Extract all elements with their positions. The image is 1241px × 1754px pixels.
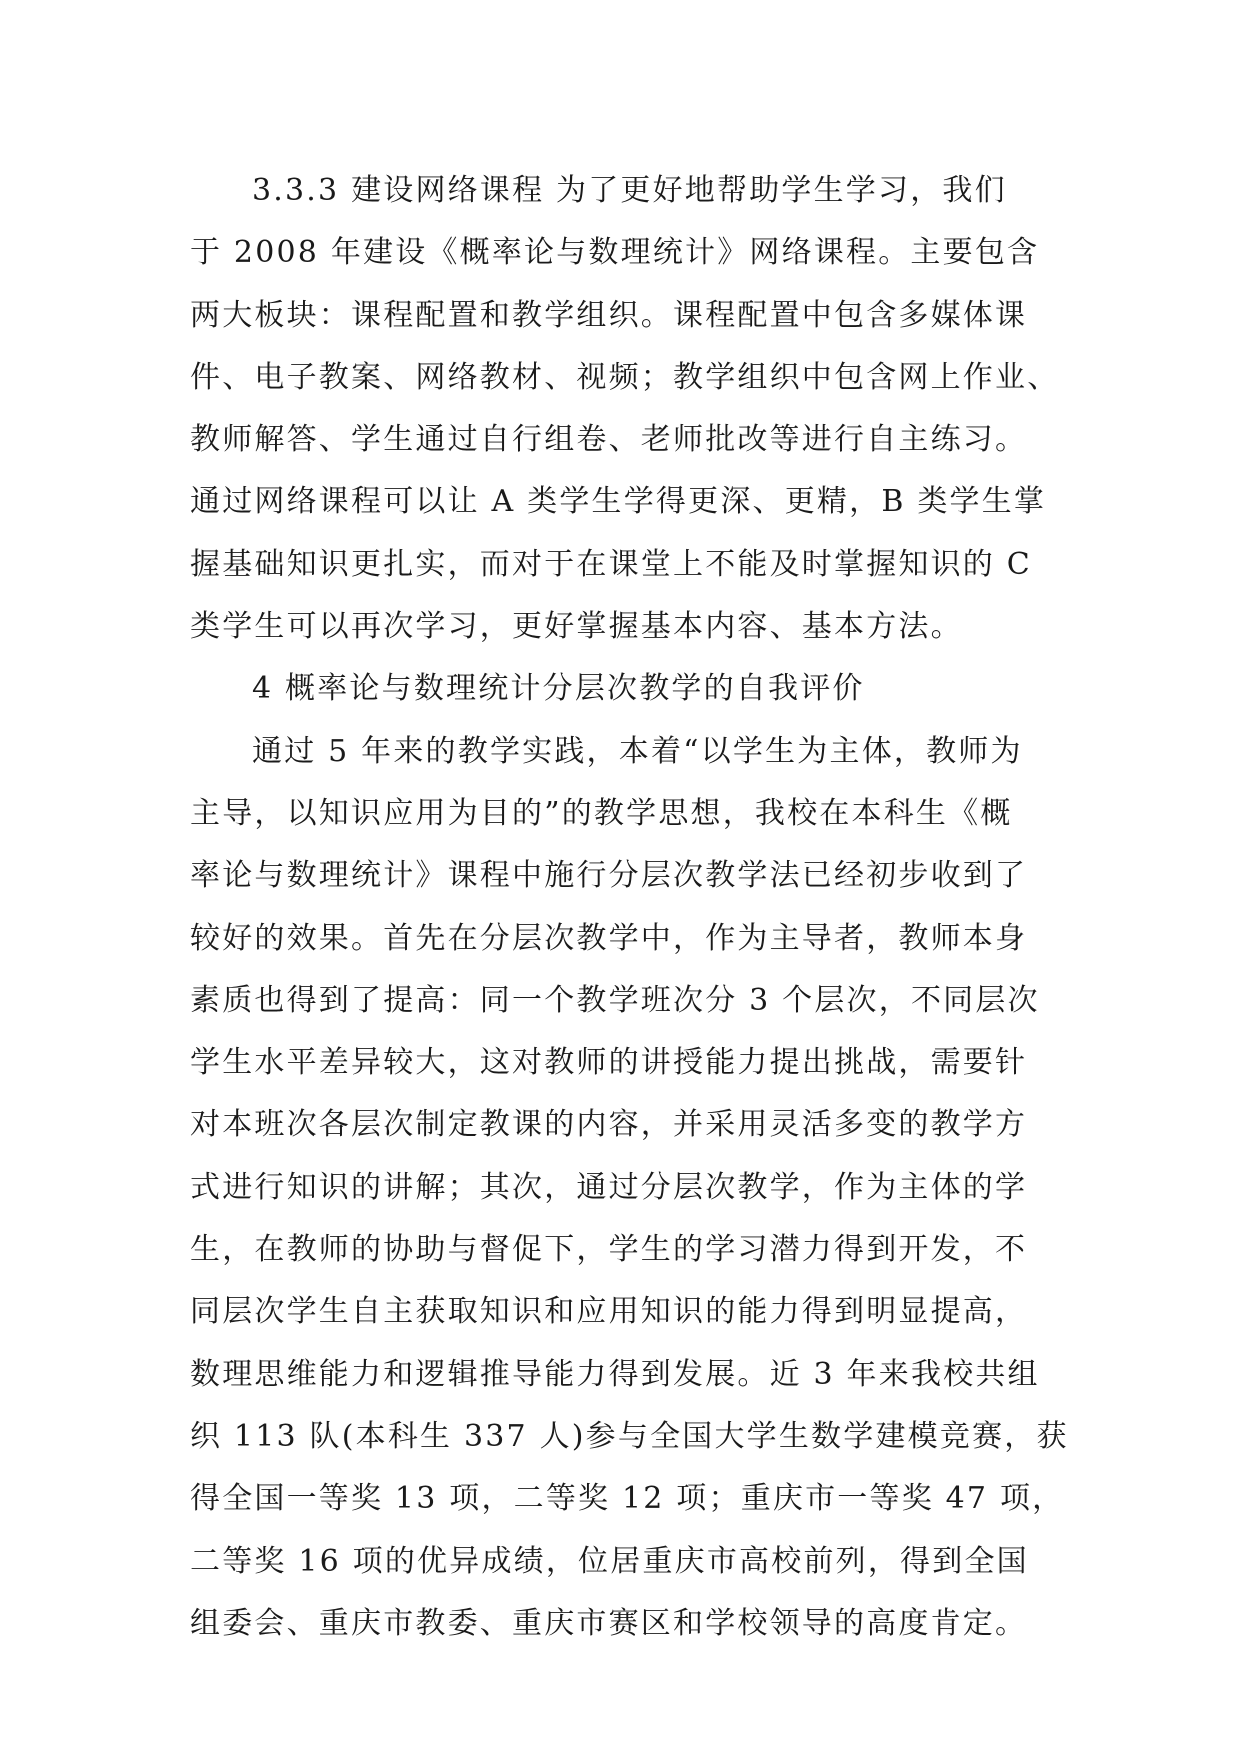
- text-line: 数理思维能力和逻辑推导能力得到发展。近 3 年来我校共组: [190, 1356, 1040, 1392]
- text-line: 教师解答、学生通过自行组卷、老师批改等进行自主练习。: [190, 422, 1028, 458]
- section-heading: 4 概率论与数理统计分层次教学的自我评价: [252, 671, 865, 707]
- text-line: 件、电子教案、网络教材、视频；教学组织中包含网上作业、: [190, 359, 1060, 395]
- text-line: 率论与数理统计》课程中施行分层次教学法已经初步收到了: [190, 858, 1028, 894]
- text-line: 学生水平差异较大，这对教师的讲授能力提出挑战，需要针: [190, 1045, 1028, 1081]
- text-line: 织 113 队(本科生 337 人)参与全国大学生数学建模竞赛，获: [190, 1418, 1069, 1454]
- text-line: 素质也得到了提高：同一个教学班次分 3 个层次，不同层次: [190, 982, 1040, 1018]
- text-line: 二等奖 16 项的优异成绩，位居重庆市高校前列，得到全国: [190, 1543, 1029, 1579]
- text-line: 对本班次各层次制定教课的内容，并采用灵活多变的教学方: [190, 1107, 1028, 1143]
- text-line: 类学生可以再次学习，更好掌握基本内容、基本方法。: [190, 609, 963, 645]
- text-line: 组委会、重庆市教委、重庆市赛区和学校领导的高度肯定。: [190, 1605, 1028, 1641]
- text-line: 握基础知识更扎实，而对于在课堂上不能及时掌握知识的 C: [190, 546, 1032, 582]
- body-text: [190, 160, 1070, 1655]
- text-line: 3.3.3 建设网络课程 为了更好地帮助学生学习，我们: [252, 173, 1007, 208]
- text-line: 式进行知识的讲解；其次，通过分层次教学，作为主体的学: [190, 1169, 1028, 1205]
- text-line: 同层次学生自主获取知识和应用知识的能力得到明显提高，: [190, 1294, 1028, 1330]
- text-line: 得全国一等奖 13 项，二等奖 12 项；重庆市一等奖 47 项，: [190, 1481, 1065, 1517]
- text-line: 通过网络课程可以让 A 类学生学得更深、更精，B 类学生掌: [190, 484, 1047, 520]
- text-line: 两大板块：课程配置和教学组织。课程配置中包含多媒体课: [190, 297, 1028, 333]
- text-line: 于 2008 年建设《概率论与数理统计》网络课程。主要包含: [190, 235, 1040, 271]
- text-line: 生，在教师的协助与督促下，学生的学习潜力得到开发，不: [190, 1232, 1028, 1268]
- text-line: 主导，以知识应用为目的”的教学思想，我校在本科生《概: [190, 795, 1013, 831]
- text-line: 通过 5 年来的教学实践，本着“以学生为主体，教师为: [252, 733, 1023, 769]
- text-line: 较好的效果。首先在分层次教学中，作为主导者，教师本身: [190, 920, 1028, 956]
